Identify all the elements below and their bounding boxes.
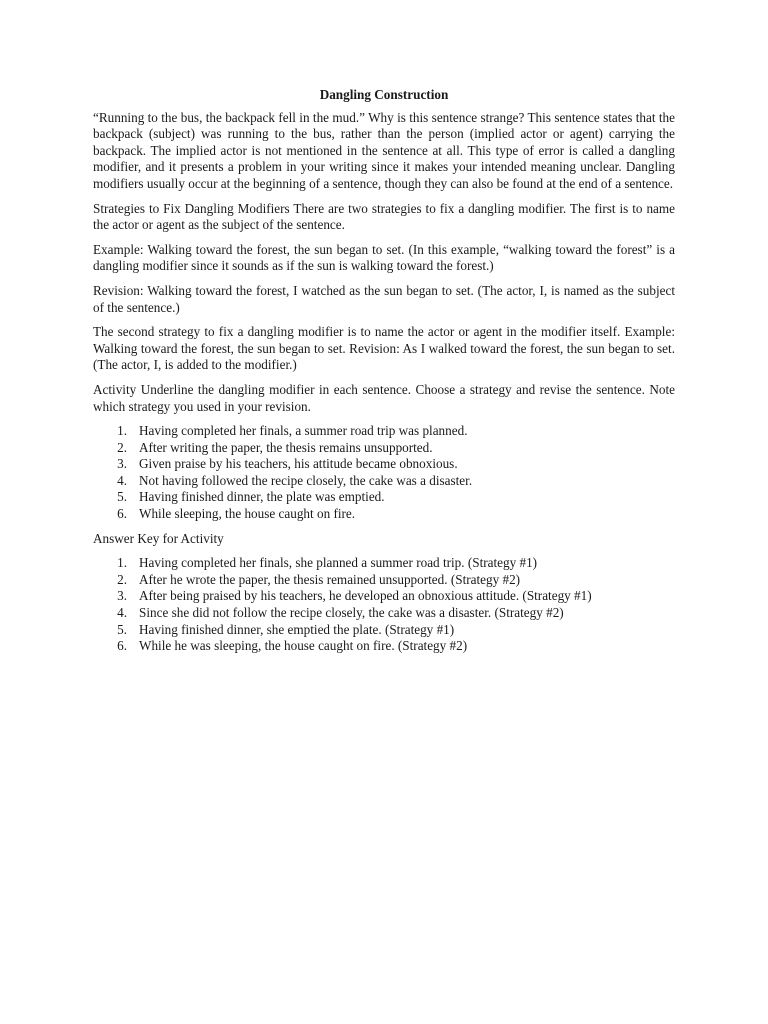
list-item-number: 4.	[117, 605, 127, 621]
list-item-text: Having completed her finals, a summer road trip was planned.	[139, 423, 468, 439]
list-item	[93, 572, 675, 589]
list-item	[93, 622, 675, 639]
list-item-number: 2.	[117, 571, 127, 587]
list-item-number: 1.	[117, 423, 127, 439]
list-item-number: 2.	[117, 439, 127, 455]
list-item	[93, 440, 675, 457]
activity-list	[93, 423, 675, 523]
list-item-number: 5.	[117, 489, 127, 505]
list-item-text: Not having followed the recipe closely, the cake was a disaster.	[139, 472, 473, 488]
list-item-text: After being praised by his teachers, he developed an obnoxious attitude. (Strategy #1)	[139, 588, 592, 604]
list-item-number: 1.	[117, 555, 127, 571]
document-title: Dangling Construction	[319, 87, 449, 102]
revision-paragraph: Revision: Walking toward the forest, I watched as the sun began to set. (The actor, I, is named as the subject of the sentence.)	[93, 282, 675, 315]
list-item-text: Since she did not follow the recipe closely, the cake was a disaster. (Strategy #2)	[139, 605, 564, 621]
answer-key-heading: Answer Key for Activity	[93, 530, 224, 546]
list-item-number: 3.	[117, 588, 127, 604]
list-item-text: While sleeping, the house caught on fire.	[139, 506, 356, 522]
list-item-number: 4.	[117, 472, 127, 488]
list-item-text: Having finished dinner, she emptied the plate. (Strategy #1)	[139, 621, 455, 637]
activity-paragraph: Activity Underline the dangling modifier in each sentence. Choose a strategy and revise the sentence. Note which strategy you used in your revision.	[93, 381, 675, 414]
list-item-number: 3.	[117, 456, 127, 472]
list-item-text: After writing the paper, the thesis remains unsupported.	[139, 439, 433, 455]
list-item	[93, 456, 675, 473]
list-item-text: After he wrote the paper, the thesis remained unsupported. (Strategy #2)	[139, 571, 521, 587]
list-item	[93, 473, 675, 490]
list-item	[93, 605, 675, 622]
list-item	[93, 423, 675, 440]
example-paragraph: Example: Walking toward the forest, the sun began to set. (In this example, “walking toward the forest” is a dangling modifier since it sounds as if the sun is walking toward the forest.)	[93, 241, 675, 274]
list-item	[93, 489, 675, 506]
list-item-text: Having completed her finals, she planned a summer road trip. (Strategy #1)	[139, 555, 538, 571]
list-item-text: Given praise by his teachers, his attitude became obnoxious.	[139, 456, 458, 472]
list-item	[93, 555, 675, 572]
list-item	[93, 638, 675, 655]
list-item-text: Having finished dinner, the plate was emptied.	[139, 489, 385, 505]
list-item-number: 6.	[117, 506, 127, 522]
list-item-text: While he was sleeping, the house caught on fire. (Strategy #2)	[139, 638, 468, 654]
list-item	[93, 506, 675, 523]
answer-key-list	[93, 555, 675, 655]
intro-paragraph: “Running to the bus, the backpack fell in the mud.” Why is this sentence strange? This sentence states that the backpack (subject) was running to the bus, rather than the person (implied actor or agent) carrying the backpack. The implied actor is not mentioned in the sentence at all. This type of error is called a dangling modifier, and it presents a problem in your writing since it makes your intended meaning unclear. Dangling modifiers usually occur at the beginning of a sentence, though they can also be found at the end of a sentence.	[93, 109, 675, 191]
document-page	[93, 87, 675, 663]
list-item-number: 6.	[117, 638, 127, 654]
list-item	[93, 588, 675, 605]
strategies-paragraph: Strategies to Fix Dangling Modifiers There are two strategies to fix a dangling modifier. The first is to name the actor or agent as the subject of the sentence.	[93, 200, 675, 233]
second-strategy-paragraph: The second strategy to fix a dangling modifier is to name the actor or agent in the modifier itself. Example: Walking toward the forest, the sun began to set. Revision: As I walked toward the forest, the sun began to set. (The actor, I, is added to the modifier.)	[93, 324, 675, 373]
list-item-number: 5.	[117, 621, 127, 637]
